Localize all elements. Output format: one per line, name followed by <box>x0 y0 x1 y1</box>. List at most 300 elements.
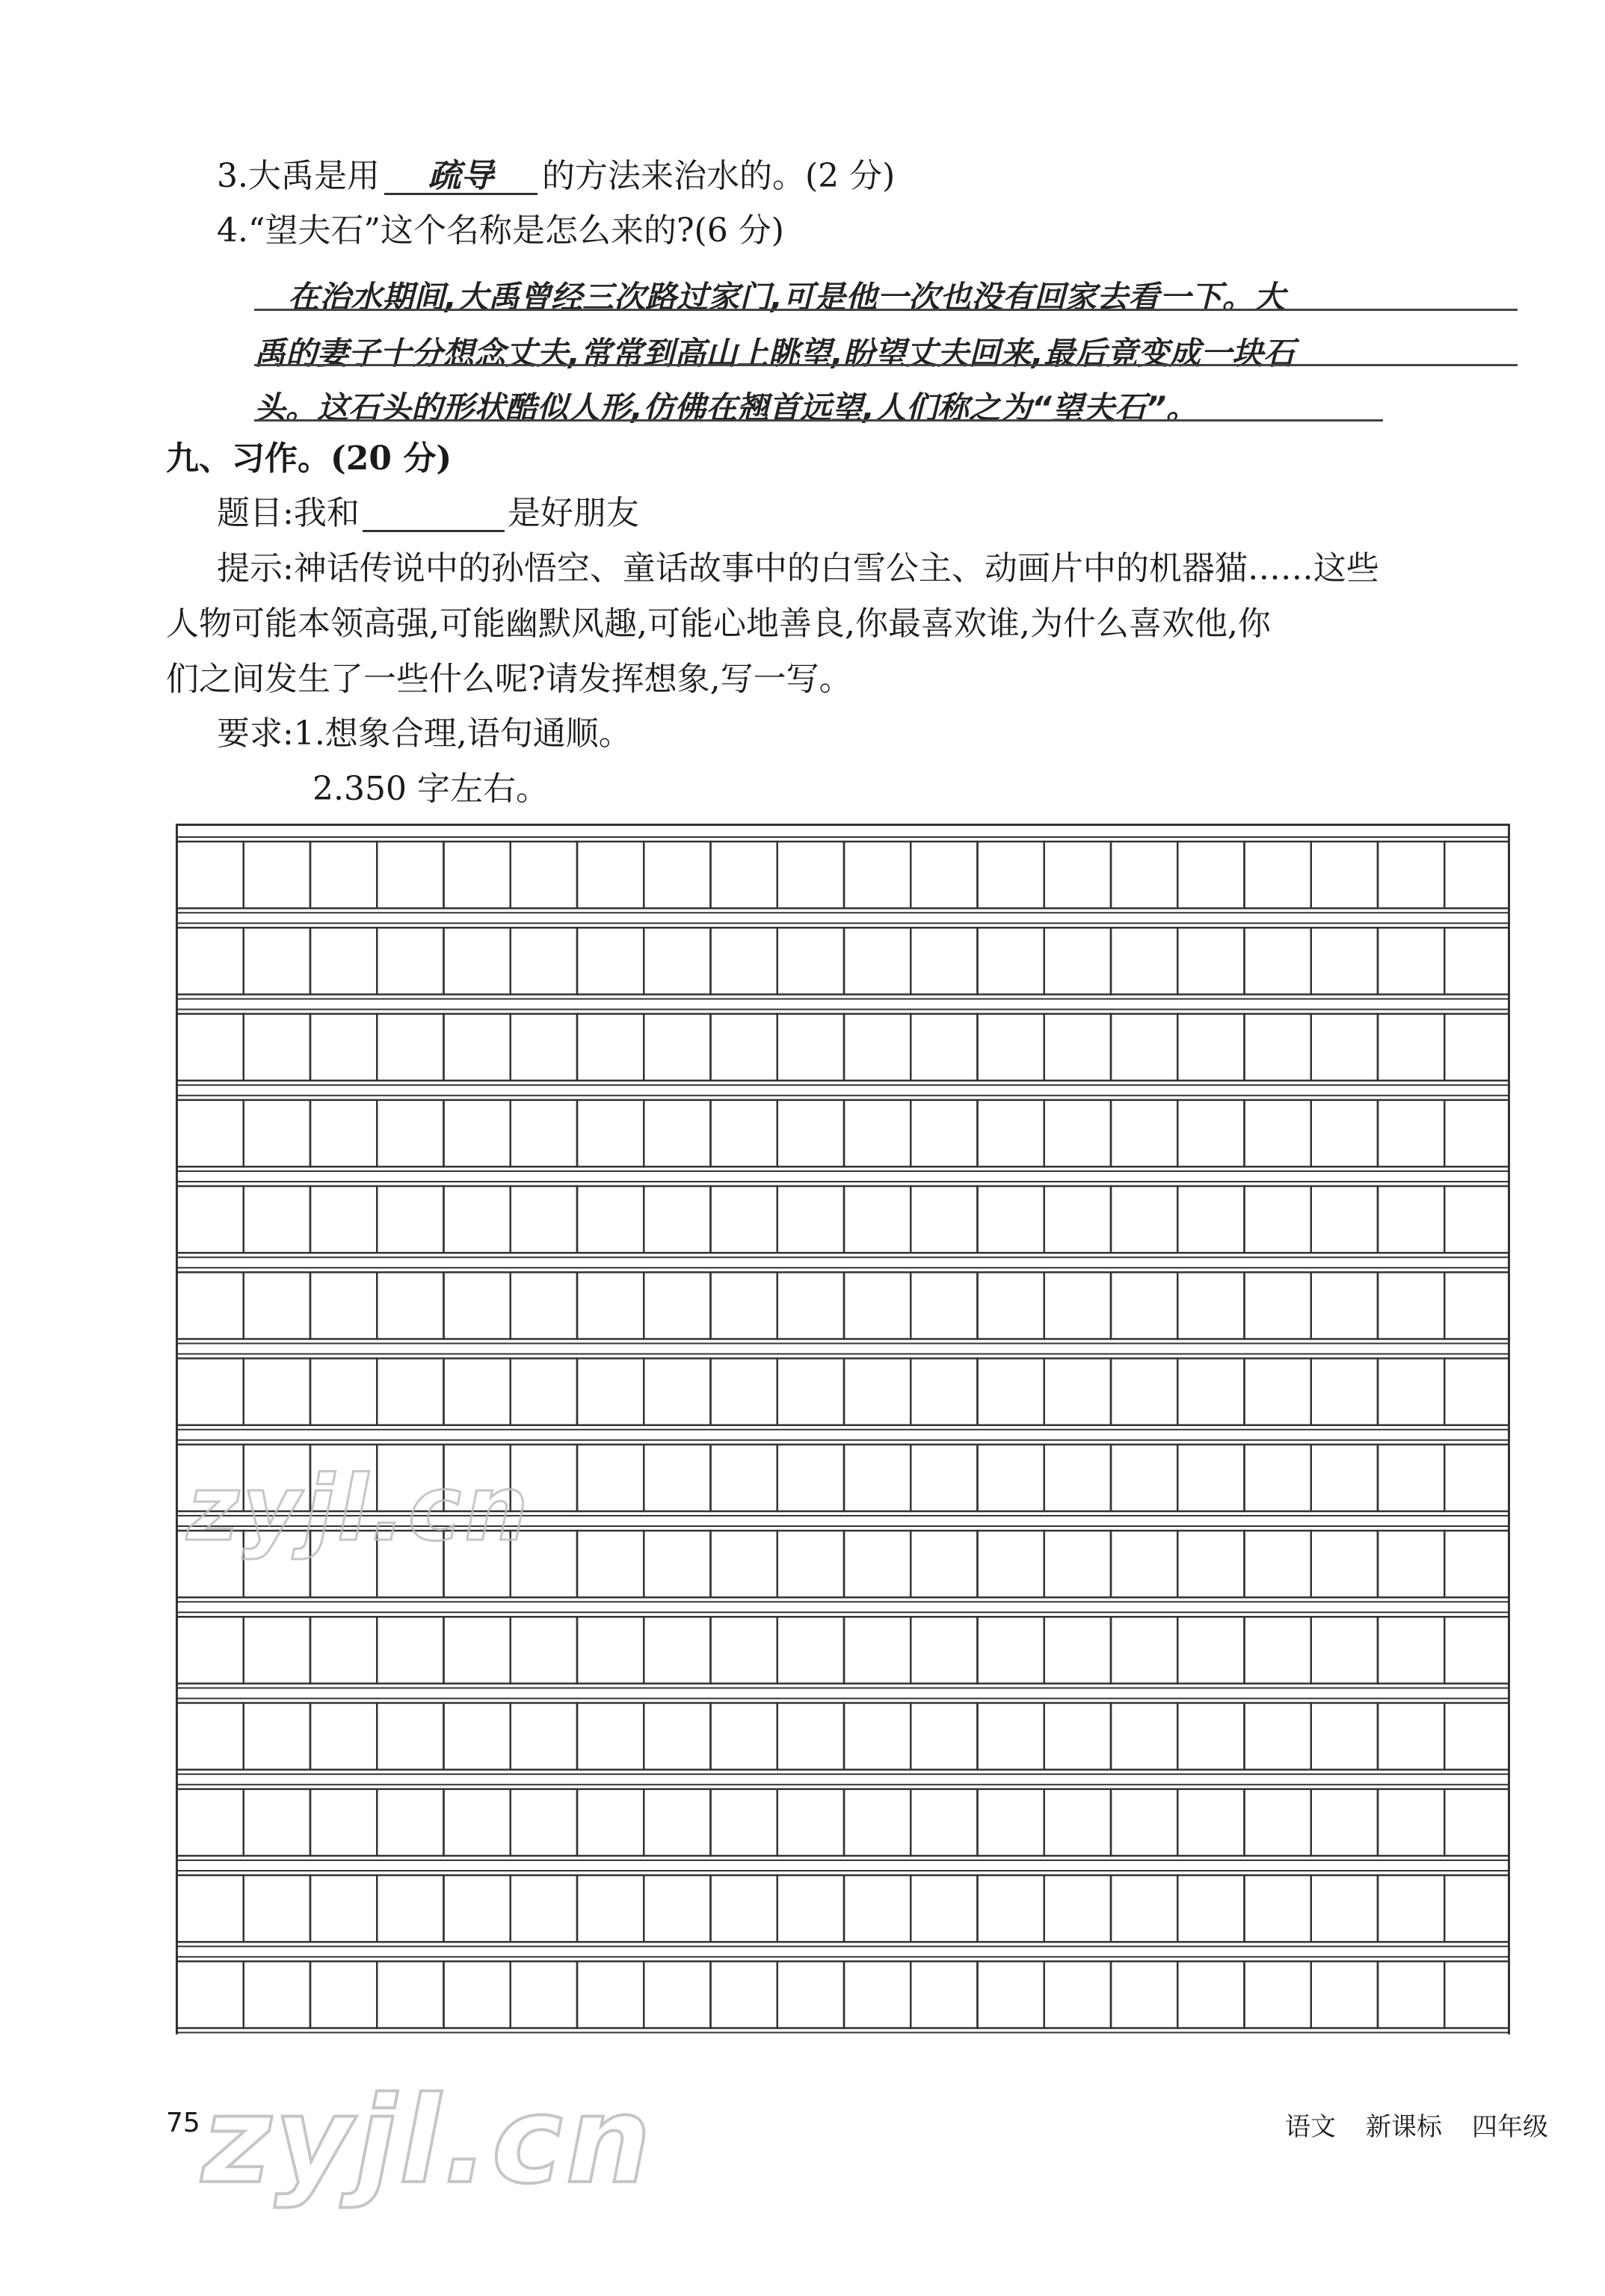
grid-cell[interactable] <box>1111 1531 1177 1597</box>
grid-cell[interactable] <box>1044 928 1111 994</box>
grid-cell[interactable] <box>577 842 644 908</box>
grid-cell[interactable] <box>444 1272 511 1339</box>
grid-cell[interactable] <box>177 1272 244 1339</box>
grid-cell[interactable] <box>444 1359 511 1425</box>
grid-cell[interactable] <box>177 1100 244 1167</box>
grid-row <box>176 1268 1510 1343</box>
grid-cell[interactable] <box>444 1703 511 1770</box>
grid-cell[interactable] <box>1444 1014 1510 1081</box>
grid-cell[interactable] <box>1444 1961 1510 2028</box>
grid-cell[interactable] <box>777 1100 844 1167</box>
grid-cell[interactable] <box>1378 1014 1444 1081</box>
question-3-suffix: 的方法来治水的。(2 分) <box>541 157 896 195</box>
grid-cell[interactable] <box>377 1703 443 1770</box>
grid-cell[interactable] <box>1177 1703 1244 1770</box>
grid-cell[interactable] <box>377 1186 443 1253</box>
grid-cell[interactable] <box>844 1789 911 1856</box>
grid-cell[interactable] <box>377 1014 443 1081</box>
grid-cell[interactable] <box>844 1617 911 1683</box>
grid-cell[interactable] <box>1111 1445 1177 1511</box>
grid-cell[interactable] <box>1311 1789 1378 1856</box>
grid-cell[interactable] <box>978 1531 1044 1597</box>
grid-cell[interactable] <box>844 1531 911 1597</box>
grid-cell[interactable] <box>1378 1186 1444 1253</box>
grid-cell[interactable] <box>1311 842 1378 908</box>
answer-line-2: 禹的妻子十分想念丈夫,常常到高山上眺望,盼望丈夫回来,最后竟变成一块石 <box>254 335 1295 371</box>
grid-cell[interactable] <box>310 928 377 994</box>
grid-cell[interactable] <box>644 1789 710 1856</box>
grid-cell[interactable] <box>711 928 777 994</box>
grid-cell[interactable] <box>978 1100 1044 1167</box>
grid-cell[interactable] <box>377 1875 443 1942</box>
grid-cell[interactable] <box>377 928 443 994</box>
grid-cell[interactable] <box>1311 1531 1378 1597</box>
grid-cell[interactable] <box>177 1186 244 1253</box>
grid-cell[interactable] <box>711 1359 777 1425</box>
grid-cell[interactable] <box>377 1272 443 1339</box>
grid-cell[interactable] <box>644 1445 710 1511</box>
grid-row <box>176 1785 1510 1860</box>
grid-cell[interactable] <box>244 1186 310 1253</box>
grid-cell[interactable] <box>911 1272 977 1339</box>
grid-cell[interactable] <box>511 1789 577 1856</box>
question-3-prefix: 3.大禹是用 <box>217 157 380 195</box>
grid-cell[interactable] <box>1044 1875 1111 1942</box>
grid-cell[interactable] <box>310 1617 377 1683</box>
essay-topic <box>217 494 639 532</box>
grid-cell[interactable] <box>1444 1789 1510 1856</box>
grid-cell[interactable] <box>711 1789 777 1856</box>
question-3 <box>217 157 896 195</box>
grid-cell[interactable] <box>577 1961 644 2028</box>
grid-row <box>176 1957 1510 2032</box>
grid-cell[interactable] <box>1111 1617 1177 1683</box>
grid-cell[interactable] <box>1044 1014 1111 1081</box>
grid-cell[interactable] <box>1111 1961 1177 2028</box>
grid-cell[interactable] <box>711 1531 777 1597</box>
grid-cell[interactable] <box>1378 1272 1444 1339</box>
grid-cell[interactable] <box>1044 1531 1111 1597</box>
answer-line-3: 头。这石头的形状酷似人形,仿佛在翘首远望,人们称之为“望夫石”。 <box>254 389 1198 426</box>
grid-cell[interactable] <box>1378 1961 1444 2028</box>
grid-cell[interactable] <box>644 842 710 908</box>
grid-cell[interactable] <box>1177 1014 1244 1081</box>
grid-cell[interactable] <box>911 1703 977 1770</box>
grid-cell[interactable] <box>1444 928 1510 994</box>
grid-cell[interactable] <box>377 1100 443 1167</box>
grid-cell[interactable] <box>644 1961 710 2028</box>
grid-cell[interactable] <box>711 1703 777 1770</box>
grid-cell[interactable] <box>1044 1703 1111 1770</box>
grid-row <box>176 1699 1510 1774</box>
grid-cell[interactable] <box>177 1359 244 1425</box>
grid-cell[interactable] <box>1311 1186 1378 1253</box>
grid-cell[interactable] <box>777 1445 844 1511</box>
grid-cell[interactable] <box>377 842 443 908</box>
grid-cell[interactable] <box>1245 1875 1311 1942</box>
grid-cell[interactable] <box>1378 1359 1444 1425</box>
grid-cell[interactable] <box>177 1875 244 1942</box>
grid-cell[interactable] <box>1044 1359 1111 1425</box>
grid-cell[interactable] <box>644 1014 710 1081</box>
grid-cell[interactable] <box>1177 1100 1244 1167</box>
grid-cell[interactable] <box>844 842 911 908</box>
grid-cell[interactable] <box>711 1272 777 1339</box>
grid-cell[interactable] <box>177 928 244 994</box>
grid-cell[interactable] <box>777 1186 844 1253</box>
grid-cell[interactable] <box>511 1875 577 1942</box>
grid-cell[interactable] <box>444 1100 511 1167</box>
grid-row <box>176 1612 1510 1688</box>
grid-cell[interactable] <box>1111 1359 1177 1425</box>
answer-rule-2 <box>254 364 1518 366</box>
grid-cell[interactable] <box>244 1961 310 2028</box>
grid-cell[interactable] <box>911 1875 977 1942</box>
grid-cell[interactable] <box>1044 1445 1111 1511</box>
grid-cell[interactable] <box>511 1272 577 1339</box>
answer-rule-3 <box>254 419 1383 422</box>
grid-cell[interactable] <box>1044 1617 1111 1683</box>
grid-cell[interactable] <box>1245 1014 1311 1081</box>
grid-cell[interactable] <box>1044 1272 1111 1339</box>
grid-cell[interactable] <box>577 1703 644 1770</box>
grid-cell[interactable] <box>844 1100 911 1167</box>
grid-cell[interactable] <box>1378 1445 1444 1511</box>
grid-cell[interactable] <box>244 928 310 994</box>
grid-cell[interactable] <box>444 1789 511 1856</box>
grid-cell[interactable] <box>1444 1703 1510 1770</box>
grid-cell[interactable] <box>310 842 377 908</box>
grid-cell[interactable] <box>644 1875 710 1942</box>
grid-cell[interactable] <box>177 1703 244 1770</box>
grid-cell[interactable] <box>577 928 644 994</box>
grid-cell[interactable] <box>577 1186 644 1253</box>
grid-cell[interactable] <box>777 842 844 908</box>
grid-cell[interactable] <box>644 1272 710 1339</box>
grid-cell[interactable] <box>177 842 244 908</box>
grid-cell[interactable] <box>444 1617 511 1683</box>
grid-cell[interactable] <box>577 1100 644 1167</box>
grid-cell[interactable] <box>1378 1100 1444 1167</box>
grid-cell[interactable] <box>1245 1617 1311 1683</box>
grid-cell[interactable] <box>444 1875 511 1942</box>
grid-cell[interactable] <box>711 1617 777 1683</box>
grid-cell[interactable] <box>577 1789 644 1856</box>
grid-cell[interactable] <box>1245 1272 1311 1339</box>
grid-cell[interactable] <box>310 1100 377 1167</box>
grid-cell[interactable] <box>1311 1703 1378 1770</box>
grid-cell[interactable] <box>444 928 511 994</box>
grid-cell[interactable] <box>711 842 777 908</box>
grid-cell[interactable] <box>777 1359 844 1425</box>
grid-cell[interactable] <box>577 1445 644 1511</box>
grid-cell[interactable] <box>1444 1617 1510 1683</box>
grid-cell[interactable] <box>577 1359 644 1425</box>
grid-row <box>176 1354 1510 1430</box>
grid-cell[interactable] <box>711 1186 777 1253</box>
grid-cell[interactable] <box>1311 1445 1378 1511</box>
grid-cell[interactable] <box>1245 1186 1311 1253</box>
topic-blank[interactable] <box>363 497 505 532</box>
writing-grid[interactable] <box>176 824 1510 2034</box>
grid-cell[interactable] <box>1311 1875 1378 1942</box>
grid-cell[interactable] <box>644 1359 710 1425</box>
requirement-1: 要求:1.想象合理,语句通顺。 <box>217 715 632 753</box>
grid-cell[interactable] <box>1111 1703 1177 1770</box>
grid-cell[interactable] <box>1111 1789 1177 1856</box>
grid-cell[interactable] <box>1177 928 1244 994</box>
grid-row <box>176 1096 1510 1171</box>
grid-cell[interactable] <box>644 1531 710 1597</box>
grid-cell[interactable] <box>1444 1531 1510 1597</box>
hint-line-1: 提示:神话传说中的孙悟空、童话故事中的白雪公主、动画片中的机器猫……这些 <box>217 549 1379 587</box>
requirement-2: 2.350 字左右。 <box>312 770 549 808</box>
grid-cell[interactable] <box>1177 1617 1244 1683</box>
question-3-answer: 疏导 <box>428 157 494 195</box>
grid-cell[interactable] <box>511 1186 577 1253</box>
grid-cell[interactable] <box>1245 1789 1311 1856</box>
grid-cell[interactable] <box>444 1961 511 2028</box>
grid-cell[interactable] <box>978 1014 1044 1081</box>
grid-cell[interactable] <box>1378 1703 1444 1770</box>
grid-cell[interactable] <box>978 1875 1044 1942</box>
grid-cell[interactable] <box>1177 1359 1244 1425</box>
grid-cell[interactable] <box>577 1531 644 1597</box>
footer-info <box>1255 2106 1548 2143</box>
grid-cell[interactable] <box>244 1014 310 1081</box>
grid-cell[interactable] <box>644 928 710 994</box>
grid-cell[interactable] <box>1444 1445 1510 1511</box>
grid-cell[interactable] <box>1044 1186 1111 1253</box>
question-3-blank[interactable] <box>384 157 537 195</box>
grid-cell[interactable] <box>978 1617 1044 1683</box>
grid-cell[interactable] <box>244 842 310 908</box>
grid-cell[interactable] <box>844 1359 911 1425</box>
grid-cell[interactable] <box>711 1014 777 1081</box>
grid-cell[interactable] <box>577 1875 644 1942</box>
grid-cell[interactable] <box>911 842 977 908</box>
grid-cell[interactable] <box>177 1014 244 1081</box>
grid-cell[interactable] <box>1378 1875 1444 1942</box>
grid-row <box>176 1871 1510 1946</box>
grid-cell[interactable] <box>577 1617 644 1683</box>
grid-cell[interactable] <box>1111 1100 1177 1167</box>
grid-cell[interactable] <box>1311 928 1378 994</box>
grid-cell[interactable] <box>511 928 577 994</box>
grid-cell[interactable] <box>1177 842 1244 908</box>
grid-cell[interactable] <box>310 1961 377 2028</box>
grid-cell[interactable] <box>1311 1359 1378 1425</box>
grid-cell[interactable] <box>1044 1789 1111 1856</box>
grid-cell[interactable] <box>1444 1100 1510 1167</box>
grid-cell[interactable] <box>244 1789 310 1856</box>
grid-cell[interactable] <box>711 1875 777 1942</box>
grid-cell[interactable] <box>978 1272 1044 1339</box>
grid-cell[interactable] <box>777 1014 844 1081</box>
grid-cell[interactable] <box>644 1186 710 1253</box>
grid-cell[interactable] <box>511 1961 577 2028</box>
grid-cell[interactable] <box>511 1617 577 1683</box>
grid-cell[interactable] <box>1044 842 1111 908</box>
grid-cell[interactable] <box>777 1875 844 1942</box>
grid-cell[interactable] <box>444 1014 511 1081</box>
grid-cell[interactable] <box>644 1703 710 1770</box>
grid-cell[interactable] <box>978 928 1044 994</box>
grid-cell[interactable] <box>1245 928 1311 994</box>
grid-cell[interactable] <box>777 928 844 994</box>
grid-cell[interactable] <box>777 1531 844 1597</box>
grid-cell[interactable] <box>377 1617 443 1683</box>
grid-cell[interactable] <box>1444 1875 1510 1942</box>
grid-cell[interactable] <box>844 1186 911 1253</box>
grid-cell[interactable] <box>310 1014 377 1081</box>
grid-cell[interactable] <box>1245 1703 1311 1770</box>
grid-cell[interactable] <box>911 1014 977 1081</box>
grid-cell[interactable] <box>1378 1617 1444 1683</box>
grid-cell[interactable] <box>978 1186 1044 1253</box>
grid-cell[interactable] <box>844 1703 911 1770</box>
grid-cell[interactable] <box>1444 1359 1510 1425</box>
grid-cell[interactable] <box>644 1100 710 1167</box>
grid-cell[interactable] <box>1177 1445 1244 1511</box>
grid-cell[interactable] <box>1177 1272 1244 1339</box>
grid-cell[interactable] <box>1311 1014 1378 1081</box>
grid-cell[interactable] <box>577 1014 644 1081</box>
grid-cell[interactable] <box>244 1703 310 1770</box>
grid-cell[interactable] <box>310 1186 377 1253</box>
grid-cell[interactable] <box>978 1359 1044 1425</box>
grid-cell[interactable] <box>1444 1186 1510 1253</box>
answer-line-1: 在治水期间,大禹曾经三次路过家门,可是他一次也没有回家去看一下。大 <box>288 279 1285 315</box>
question-4: 4.“望夫石”这个名称是怎么来的?(6 分) <box>217 212 784 250</box>
answer-rule-1 <box>254 309 1518 311</box>
grid-cell[interactable] <box>377 1789 443 1856</box>
grid-cell[interactable] <box>777 1272 844 1339</box>
grid-cell[interactable] <box>844 1875 911 1942</box>
grid-cell[interactable] <box>377 1961 443 2028</box>
grid-cell[interactable] <box>1378 1531 1444 1597</box>
grid-cell[interactable] <box>1111 1014 1177 1081</box>
grid-cell[interactable] <box>777 1789 844 1856</box>
grid-cell[interactable] <box>1177 1186 1244 1253</box>
grid-cell[interactable] <box>1311 1272 1378 1339</box>
grid-cell[interactable] <box>1378 842 1444 908</box>
grid-cell[interactable] <box>577 1272 644 1339</box>
grid-cell[interactable] <box>911 1789 977 1856</box>
grid-cell[interactable] <box>978 1445 1044 1511</box>
grid-cell[interactable] <box>377 1359 443 1425</box>
grid-cell[interactable] <box>911 1961 977 2028</box>
grid-cell[interactable] <box>644 1617 710 1683</box>
grid-cell[interactable] <box>911 1100 977 1167</box>
grid-cell[interactable] <box>511 1100 577 1167</box>
grid-cell[interactable] <box>844 1961 911 2028</box>
grid-cell[interactable] <box>911 1617 977 1683</box>
grid-cell[interactable] <box>1311 1961 1378 2028</box>
grid-cell[interactable] <box>911 1531 977 1597</box>
grid-cell[interactable] <box>1177 1789 1244 1856</box>
grid-cell[interactable] <box>244 1100 310 1167</box>
grid-cell[interactable] <box>844 1014 911 1081</box>
grid-cell[interactable] <box>444 842 511 908</box>
grid-cell[interactable] <box>1111 928 1177 994</box>
grid-cell[interactable] <box>1444 1272 1510 1339</box>
grid-cell[interactable] <box>978 1961 1044 2028</box>
grid-cell[interactable] <box>177 1961 244 2028</box>
grid-cell[interactable] <box>978 1703 1044 1770</box>
grid-cell[interactable] <box>711 1100 777 1167</box>
grid-cell[interactable] <box>1111 842 1177 908</box>
grid-cell[interactable] <box>1311 1617 1378 1683</box>
grid-cell[interactable] <box>511 1359 577 1425</box>
grid-cell[interactable] <box>1378 928 1444 994</box>
grid-cell[interactable] <box>911 1359 977 1425</box>
grid-cell[interactable] <box>1245 1445 1311 1511</box>
grid-cell[interactable] <box>1111 1272 1177 1339</box>
grid-cell[interactable] <box>244 1875 310 1942</box>
grid-cell[interactable] <box>777 1617 844 1683</box>
grid-cell[interactable] <box>1177 1961 1244 2028</box>
grid-cell[interactable] <box>978 842 1044 908</box>
grid-cell[interactable] <box>1111 1875 1177 1942</box>
grid-cell[interactable] <box>511 842 577 908</box>
grid-cell[interactable] <box>1444 842 1510 908</box>
grid-cell[interactable] <box>1245 1961 1311 2028</box>
grid-cell[interactable] <box>844 928 911 994</box>
grid-cell[interactable] <box>1044 1100 1111 1167</box>
grid-cell[interactable] <box>177 1617 244 1683</box>
grid-cell[interactable] <box>777 1961 844 2028</box>
grid-cell[interactable] <box>844 1445 911 1511</box>
grid-cell[interactable] <box>1245 1359 1311 1425</box>
grid-cell[interactable] <box>1245 842 1311 908</box>
grid-cell[interactable] <box>511 1014 577 1081</box>
grid-cell[interactable] <box>1378 1789 1444 1856</box>
grid-cell[interactable] <box>310 1703 377 1770</box>
grid-cell[interactable] <box>244 1272 310 1339</box>
grid-cell[interactable] <box>911 1445 977 1511</box>
grid-cell[interactable] <box>511 1703 577 1770</box>
grid-cell[interactable] <box>310 1789 377 1856</box>
grid-cell[interactable] <box>310 1875 377 1942</box>
grid-cell[interactable] <box>911 1186 977 1253</box>
grid-cell[interactable] <box>978 1789 1044 1856</box>
grid-cell[interactable] <box>711 1445 777 1511</box>
topic-suffix: 是好朋友 <box>507 494 639 532</box>
grid-cell[interactable] <box>310 1272 377 1339</box>
grid-cell[interactable] <box>1111 1186 1177 1253</box>
grid-cell[interactable] <box>1177 1531 1244 1597</box>
grid-cell[interactable] <box>911 928 977 994</box>
grid-cell[interactable] <box>1245 1531 1311 1597</box>
grid-cell[interactable] <box>1044 1961 1111 2028</box>
grid-cell[interactable] <box>777 1703 844 1770</box>
grid-row <box>176 923 1510 999</box>
grid-cell[interactable] <box>711 1961 777 2028</box>
grid-cell[interactable] <box>244 1617 310 1683</box>
grid-row <box>176 837 1510 913</box>
grid-row <box>176 1182 1510 1257</box>
grid-cell[interactable] <box>244 1359 310 1425</box>
grid-cell[interactable] <box>177 1789 244 1856</box>
grid-cell[interactable] <box>844 1272 911 1339</box>
grid-cell[interactable] <box>1177 1875 1244 1942</box>
watermark-bottom: zyjl.cn <box>202 2070 654 2210</box>
grid-cell[interactable] <box>1311 1100 1378 1167</box>
grid-cell[interactable] <box>310 1359 377 1425</box>
grid-cell[interactable] <box>444 1186 511 1253</box>
grid-cell[interactable] <box>1245 1100 1311 1167</box>
